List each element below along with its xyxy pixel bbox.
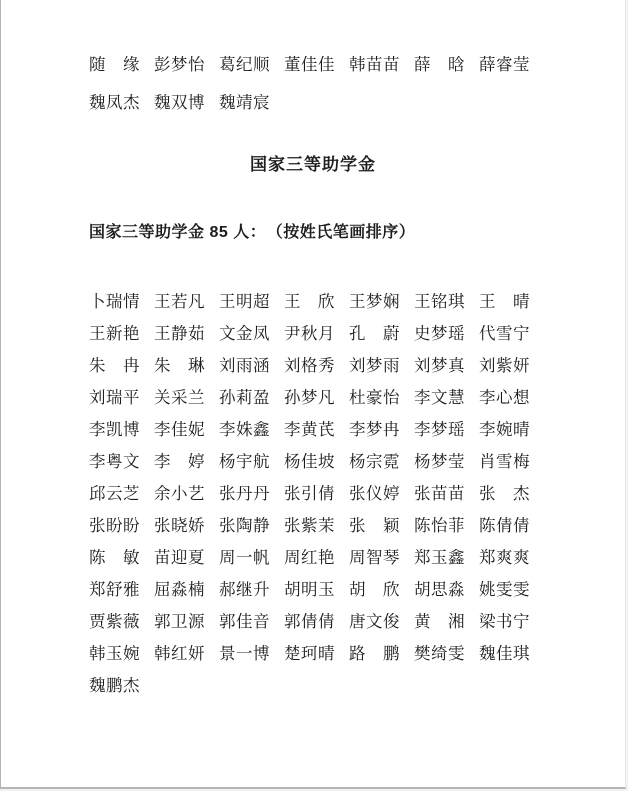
student-name: 肖雪梅 [479,452,530,471]
student-name: 魏靖宸 [219,93,270,112]
student-name: 关采兰 [154,388,205,407]
student-name: 杨梦莹 [414,452,465,471]
student-name: 梁书宁 [479,612,530,631]
student-name: 贾紫薇 [89,612,140,631]
student-name: 苗迎夏 [154,548,205,567]
student-name: 胡思淼 [414,580,465,599]
student-name: 李梦冉 [349,420,400,439]
student-name: 路 鹏 [349,644,400,663]
student-name: 李凯博 [89,420,140,439]
student-name: 陈 敏 [89,548,140,567]
student-name: 张晓娇 [154,516,205,535]
student-name: 姚雯雯 [479,580,530,599]
name-row [89,446,549,478]
student-name: 张 颖 [349,516,400,535]
student-name: 郭卫源 [154,612,205,631]
student-name: 随 缘 [89,55,140,74]
student-name: 文金凤 [219,324,270,343]
section-subtitle: 国家三等助学金 85 人： （按姓氏笔画排序） [89,224,416,241]
student-name: 彭梦怡 [154,55,205,74]
student-name: 李文慧 [414,388,465,407]
student-name: 尹秋月 [284,324,335,343]
student-name: 周智琴 [349,548,400,567]
student-name: 李黄芪 [284,420,335,439]
student-name: 刘梦真 [414,356,465,375]
student-name: 郑玉鑫 [414,548,465,567]
continuation-name-list [89,46,539,122]
student-name: 黄 湘 [414,612,465,631]
student-name: 李梦瑶 [414,420,465,439]
student-name: 邱云芝 [89,484,140,503]
name-row [89,478,549,510]
student-name: 郭倩倩 [284,612,335,631]
student-name: 张引倩 [284,484,335,503]
student-name: 薛睿莹 [479,55,530,74]
student-name: 周红艳 [284,548,335,567]
student-name: 董佳佳 [284,55,335,74]
student-name: 魏双博 [154,93,205,112]
student-name: 魏鹏杰 [89,676,140,695]
student-name: 王若凡 [154,292,205,311]
student-name: 陈怡菲 [414,516,465,535]
student-name: 魏凤杰 [89,93,140,112]
student-name: 杨宗霓 [349,452,400,471]
student-name: 刘瑞平 [89,388,140,407]
student-name: 陈倩倩 [479,516,530,535]
student-name: 张丹丹 [219,484,270,503]
student-name: 刘雨涵 [219,356,270,375]
name-row [89,84,539,122]
student-name: 刘梦雨 [349,356,400,375]
student-name: 魏佳琪 [479,644,530,663]
name-row [89,382,549,414]
name-row [89,46,539,84]
name-row [89,574,549,606]
student-name: 王新艳 [89,324,140,343]
student-name: 楚珂晴 [284,644,335,663]
student-name: 卜瑞情 [89,292,140,311]
section-title: 国家三等助学金 [250,155,376,174]
student-name: 朱 冉 [89,356,140,375]
student-name: 张苗苗 [414,484,465,503]
student-name: 郑爽爽 [479,548,530,567]
student-name: 王明超 [219,292,270,311]
student-name: 张紫茉 [284,516,335,535]
student-name: 王 欣 [284,292,335,311]
recipient-name-list [89,286,549,702]
student-name: 李 婷 [154,452,205,471]
student-name: 王铭琪 [414,292,465,311]
name-row [89,286,549,318]
student-name: 张 杰 [479,484,530,503]
student-name: 韩红妍 [154,644,205,663]
student-name: 张陶静 [219,516,270,535]
student-name: 葛纪顺 [219,55,270,74]
student-name: 韩玉婉 [89,644,140,663]
student-name: 王 晴 [479,292,530,311]
student-name: 韩苗苗 [349,55,400,74]
student-name: 杨佳坡 [284,452,335,471]
name-row [89,542,549,574]
student-name: 张盼盼 [89,516,140,535]
name-row [89,414,549,446]
student-name: 景一博 [219,644,270,663]
student-name: 余小艺 [154,484,205,503]
student-name: 杨宇航 [219,452,270,471]
student-name: 刘格秀 [284,356,335,375]
student-name: 周一帆 [219,548,270,567]
student-name: 孙梦凡 [284,388,335,407]
student-name: 郭佳音 [219,612,270,631]
name-row [89,350,549,382]
student-name: 王静茹 [154,324,205,343]
student-name: 郑舒雅 [89,580,140,599]
student-name: 唐文俊 [349,612,400,631]
student-name: 孙莉盈 [219,388,270,407]
student-name: 杜豪怡 [349,388,400,407]
student-name: 李心想 [479,388,530,407]
name-row [89,510,549,542]
student-name: 朱 琳 [154,356,205,375]
name-row [89,670,549,702]
student-name: 郝继升 [219,580,270,599]
name-row [89,318,549,350]
student-name: 李婉晴 [479,420,530,439]
student-name: 屈淼楠 [154,580,205,599]
student-name: 胡明玉 [284,580,335,599]
student-name: 张仪婷 [349,484,400,503]
student-name: 王梦娴 [349,292,400,311]
student-name: 樊绮雯 [414,644,465,663]
student-name: 代雪宁 [479,324,530,343]
student-name: 孔 蔚 [349,324,400,343]
student-name: 史梦瑶 [414,324,465,343]
student-name: 刘紫妍 [479,356,530,375]
name-row [89,638,549,670]
student-name: 薛 晗 [414,55,465,74]
student-name: 李粤文 [89,452,140,471]
student-name: 李姝鑫 [219,420,270,439]
student-name: 李佳妮 [154,420,205,439]
name-row [89,606,549,638]
student-name: 胡 欣 [349,580,400,599]
